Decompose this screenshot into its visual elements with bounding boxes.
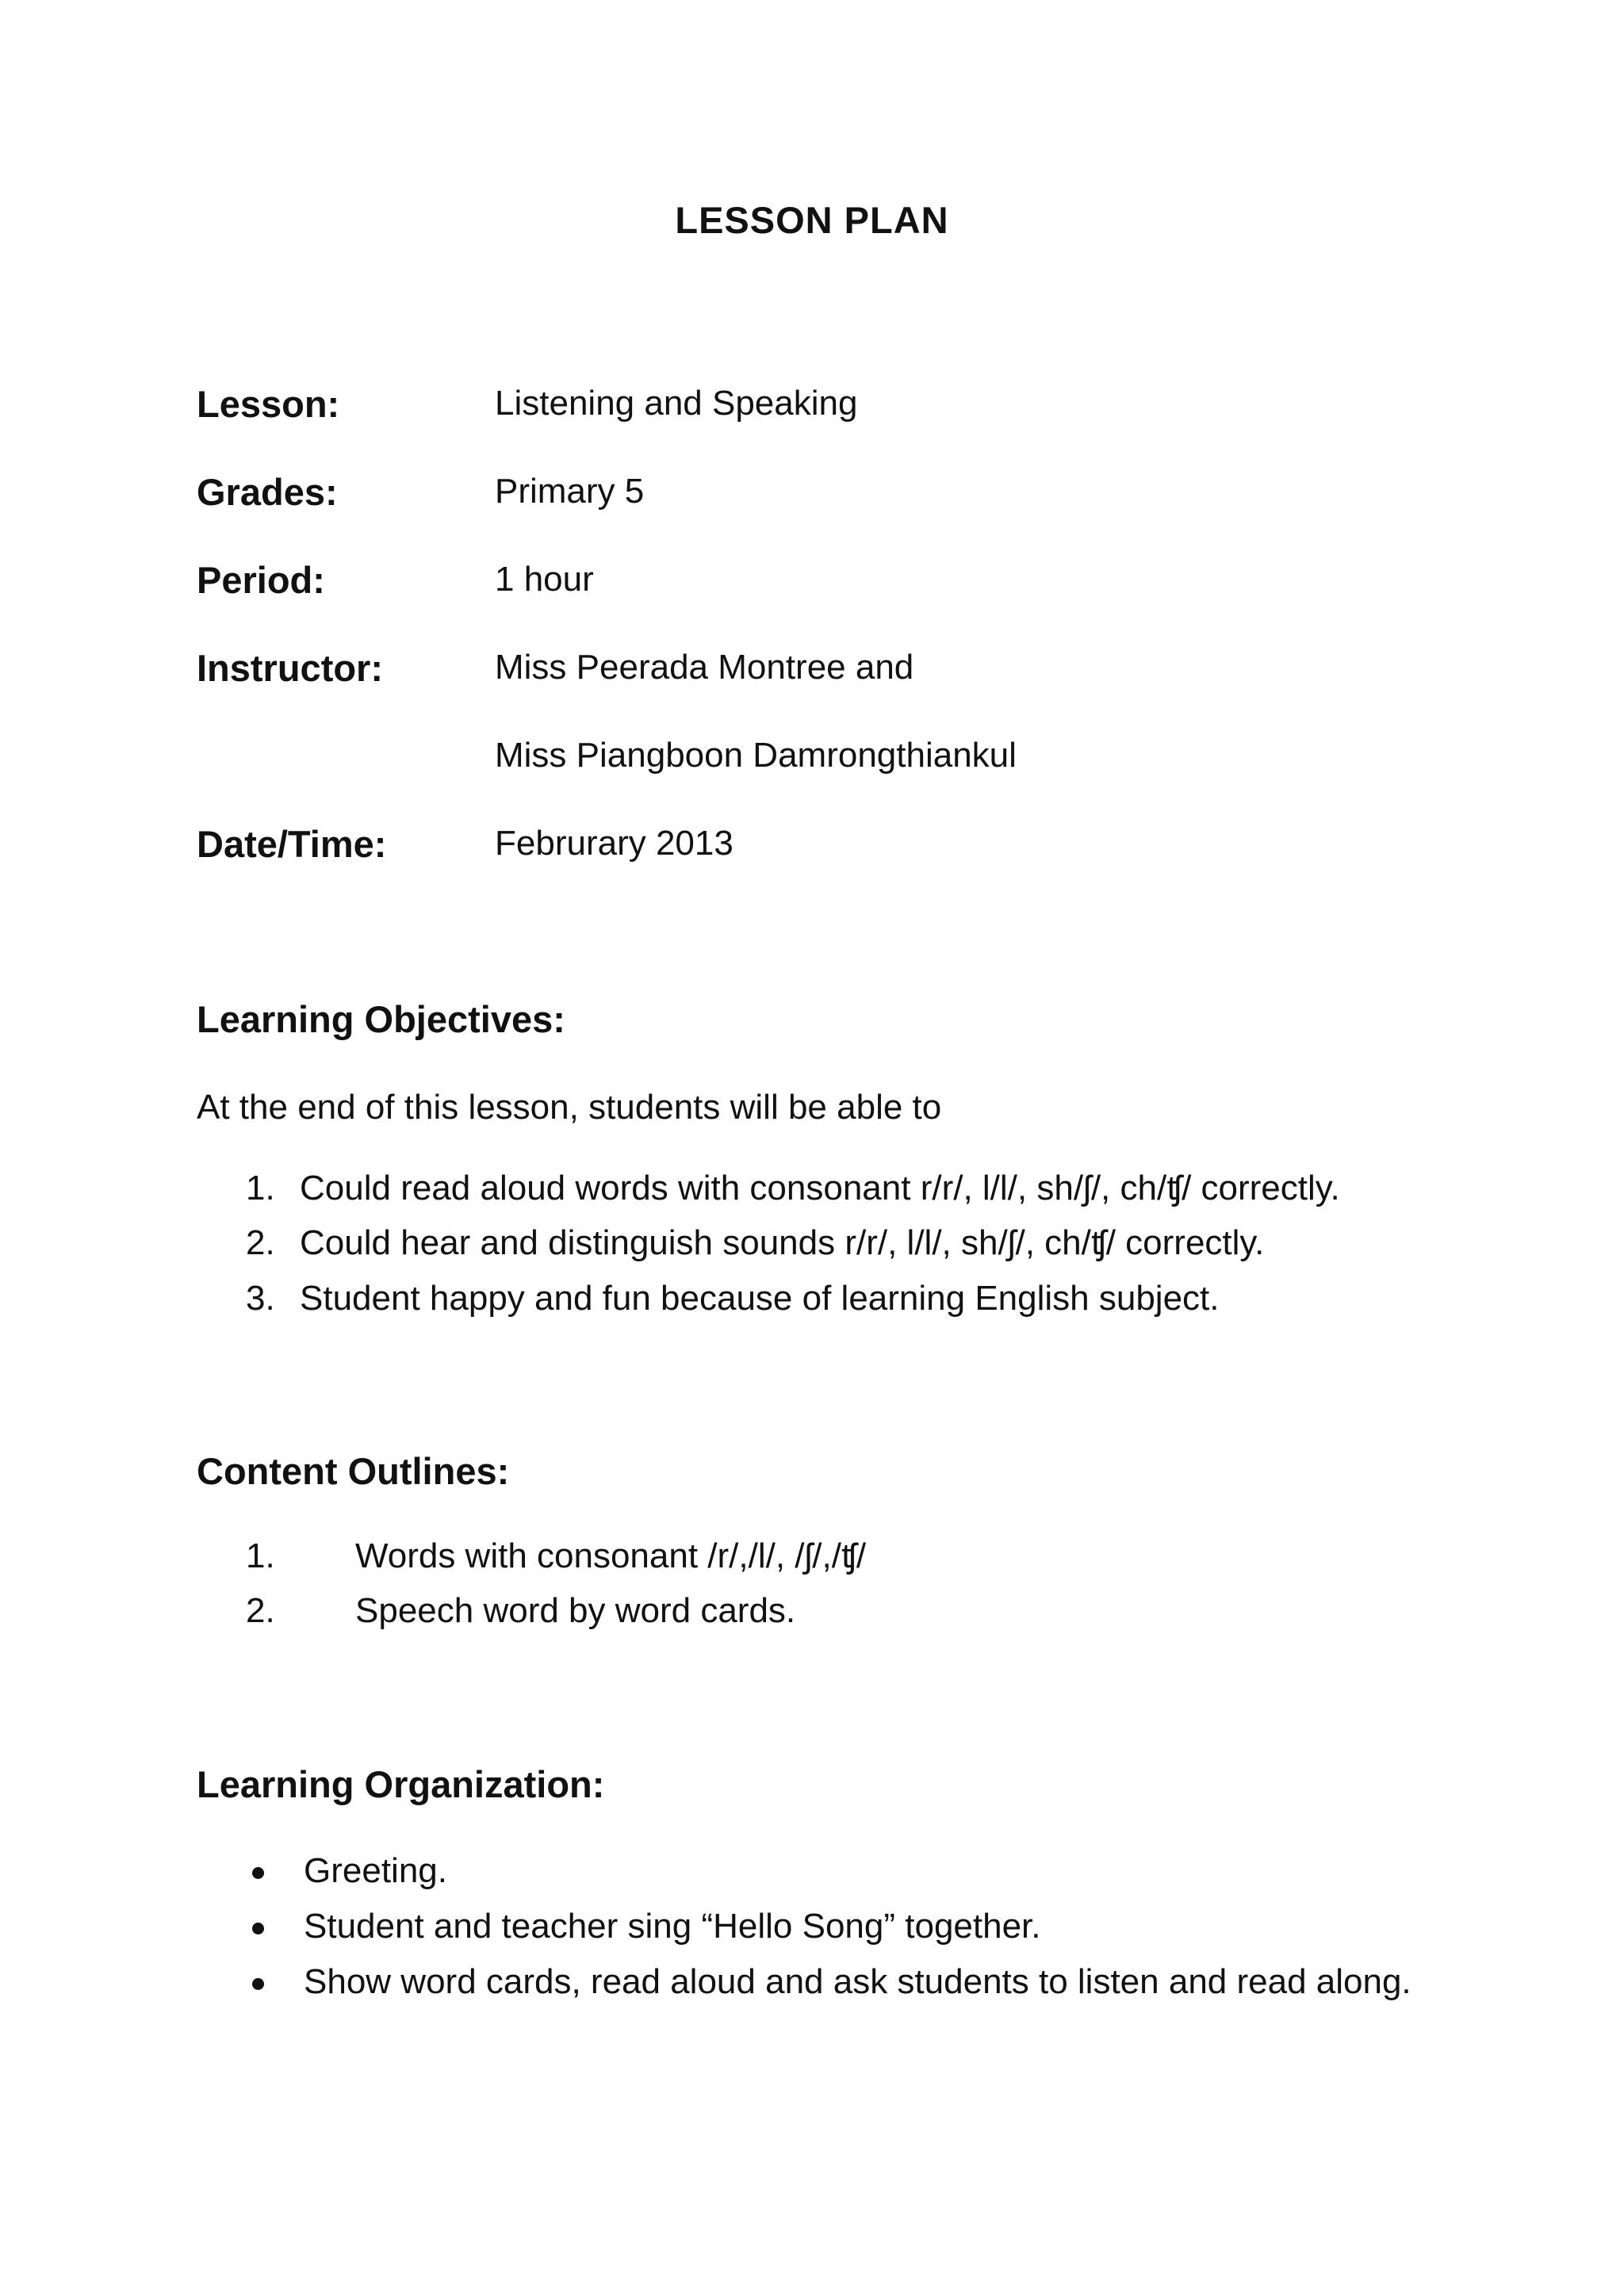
datetime-row [197,822,1465,870]
datetime-value: Februrary 2013 [495,824,733,863]
grades-value: Primary 5 [495,472,645,511]
content-number: 1. [246,1536,275,1575]
organization-text: Show word cards, read aloud and ask students to listen and read along. [304,1962,1411,2001]
instructor-value-2: Miss Piangboon Damrongthiankul [495,736,1017,775]
objective-text: Could read aloud words with consonant r/r/, l/l/, sh/ʃ/, ch/ʧ/ correctly. [300,1169,1340,1207]
instructor-row-2 [197,734,1465,782]
objectives-intro: At the end of this lesson, students will be able to [197,1088,942,1127]
grades-row [197,470,1465,518]
period-row [197,558,1465,606]
page-title: LESSON PLAN [675,199,949,241]
objective-number: 3. [246,1279,275,1318]
bullet-icon [252,1867,264,1879]
lesson-row [197,382,1465,430]
instructor-row [197,646,1465,694]
instructor-value-1: Miss Peerada Montree and [495,648,914,687]
content-heading: Content Outlines: [197,1450,510,1492]
lesson-value: Listening and Speaking [495,384,858,423]
objective-number: 1. [246,1169,275,1207]
organization-text: Greeting. [304,1851,447,1890]
objective-text: Could hear and distinguish sounds r/r/, l/l/, sh/ʃ/, ch/ʧ/ correctly. [300,1223,1265,1262]
bullet-icon [252,1978,264,1990]
grades-label: Grades: [197,471,338,513]
content-number: 2. [246,1591,275,1630]
objective-text: Student happy and fun because of learning English subject. [300,1279,1220,1318]
content-text: Words with consonant /r/,/l/, /ʃ/,/ʧ/ [355,1536,867,1575]
content-text: Speech word by word cards. [355,1591,796,1630]
objectives-heading: Learning Objectives: [197,998,565,1040]
period-value: 1 hour [495,560,594,599]
datetime-label: Date/Time: [197,823,387,865]
objective-number: 2. [246,1223,275,1262]
bullet-icon [252,1923,264,1934]
organization-heading: Learning Organization: [197,1763,605,1805]
period-label: Period: [197,559,325,601]
instructor-label: Instructor: [197,647,383,689]
lesson-label: Lesson: [197,383,340,425]
organization-text: Student and teacher sing “Hello Song” together. [304,1907,1041,1946]
